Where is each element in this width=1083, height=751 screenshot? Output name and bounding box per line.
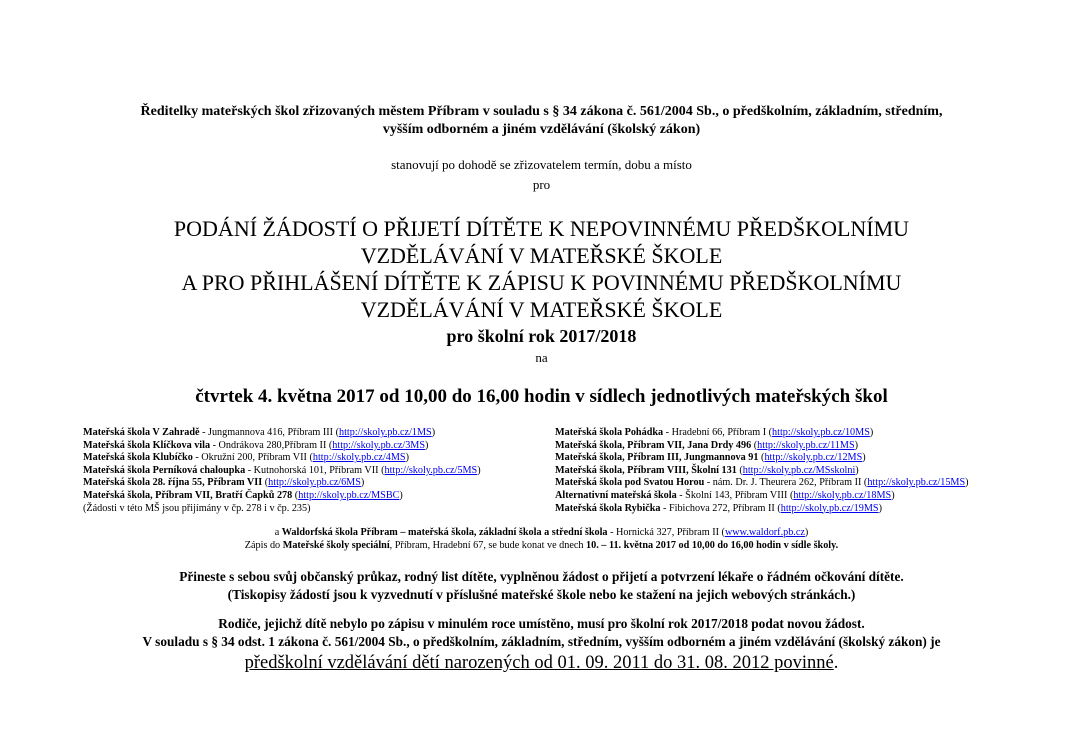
school-list-right <box>555 427 969 515</box>
school-link[interactable]: http://skoly.pb.cz/15MS <box>867 477 966 489</box>
school-item: Mateřská škola pod Svatou Horou - nám. Dr. J. Theurera 262, Příbram II (http://skoly.pb.cz/15MS) <box>555 477 969 489</box>
school-item: Mateřská škola Pohádka - Hradební 66, Příbram I (http://skoly.pb.cz/10MS) <box>555 427 874 438</box>
school-item: Mateřská škola, Příbram III, Jungmannova 91 (http://skoly.pb.cz/12MS) <box>555 452 866 464</box>
school-list-left <box>83 427 481 515</box>
school-name: Mateřská škola Pohádka <box>555 427 664 438</box>
special-school-line: Zápis do Mateřské školy speciální, Příbram, Hradební 67, se bude konat ve dnech 10. – 11. května 2017 od 10,00 do 16,00 hodin v sídle školy. <box>244 540 839 551</box>
school-year: pro školní rok 2017/2018 <box>446 326 637 346</box>
intro-line-1: Ředitelky mateřských škol zřizovaných městem Příbram v souladu s § 34 zákona č. 561/2004 Sb., o předškolním, základním, středním, <box>140 104 943 119</box>
bring-documents-note <box>0 568 1083 604</box>
school-note: (Žádosti v této MŠ jsou přijímány v čp. 278 i v čp. 235) <box>83 502 311 514</box>
school-link[interactable]: http://skoly.pb.cz/MSskolni <box>742 464 856 476</box>
waldorf-link[interactable]: www.waldorf.pb.cz <box>724 527 805 538</box>
school-link[interactable]: http://skoly.pb.cz/10MS <box>772 427 870 438</box>
school-name: Mateřská škola Klíčkova vila <box>83 439 211 451</box>
stanovuji-text: stanovují po dohodě se zřizovatelem termín, dobu a místo <box>391 157 692 172</box>
school-link[interactable]: http://skoly.pb.cz/5MS <box>384 464 478 476</box>
school-link[interactable]: http://skoly.pb.cz/19MS <box>780 502 879 514</box>
school-address: ( <box>292 489 299 501</box>
school-name: Alternativní mateřská škola <box>555 489 677 501</box>
main-heading <box>0 215 1083 323</box>
school-item: Mateřská škola Klíčkova vila - Ondrákova 280,Příbram II (http://skoly.pb.cz/3MS) <box>83 439 429 451</box>
intro-line-2: vyšším odborném a jiném vzdělávání (školský zákon) <box>382 122 701 137</box>
heading-line-4: VZDĚLÁVÁNÍ V MATEŘSKÉ ŠKOLE <box>360 297 723 322</box>
pro-text: pro <box>532 177 551 192</box>
school-address: ( <box>736 464 743 476</box>
school-address: - nám. Dr. J. Theurera 262, Příbram II ( <box>704 477 868 489</box>
school-name: Mateřská škola pod Svatou Horou <box>555 477 705 489</box>
intro-text <box>0 103 1083 139</box>
school-name: Mateřská škola 28. října 55, Příbram VII <box>83 477 263 489</box>
heading-line-3: A PRO PŘIHLÁŠENÍ DÍTĚTE K ZÁPISU K POVINNÉMU PŘEDŠKOLNÍMU <box>181 270 902 295</box>
school-address: - Školní 143, Příbram VIII ( <box>676 489 794 501</box>
school-link[interactable]: http://skoly.pb.cz/12MS <box>764 452 863 464</box>
school-link[interactable]: http://skoly.pb.cz/6MS <box>268 477 361 489</box>
school-item: Mateřská škola 28. října 55, Příbram VII (http://skoly.pb.cz/6MS) <box>83 477 365 489</box>
school-item: Mateřská škola, Příbram VII, Jana Drdy 496 (http://skoly.pb.cz/11MS) <box>555 439 859 451</box>
mandatory-statement: předškolní vzdělávání dětí narozených od 01. 09. 2011 do 31. 08. 2012 povinné. <box>244 653 839 673</box>
school-item: Mateřská škola, Příbram VIII, Školní 131 (http://skoly.pb.cz/MSskolni) <box>555 464 859 476</box>
bring-line-2: (Tiskopisy žádostí jsou k vyzvednutí v příslušné mateřské škole nebo ke stažení na jejich webových stránkách.) <box>227 587 856 602</box>
waldorf-line: a Waldorfská škola Příbram – mateřská škola, základní škola a střední škola - Hornická 327, Příbram II (www.waldorf.pb.cz) <box>274 527 809 538</box>
heading-line-2: VZDĚLÁVÁNÍ V MATEŘSKÉ ŠKOLE <box>360 243 723 268</box>
school-link[interactable]: http://skoly.pb.cz/1MS <box>339 427 432 438</box>
school-address: ( <box>751 439 758 451</box>
school-address: - Fibichova 272, Příbram II ( <box>660 502 781 514</box>
date-line: čtvrtek 4. května 2017 od 10,00 do 16,00 hodin v sídlech jednotlivých mateřských škol <box>195 386 888 407</box>
school-item: Alternativní mateřská škola - Školní 143, Příbram VIII (http://skoly.pb.cz/18MS) <box>555 489 895 501</box>
parents-line-2: V souladu s § 34 odst. 1 zákona č. 561/2004 Sb., o předškolním, základním, středním, vyšším odborném a jiném vzdělávání (školský zákon) je <box>142 634 941 649</box>
school-item: Mateřská škola Rybička - Fibichova 272, Příbram II (http://skoly.pb.cz/19MS) <box>555 502 882 514</box>
parents-line-1: Rodiče, jejichž dítě nebylo po zápisu v minulém roce umístěno, musí pro školní rok 2017/2018 podat novou žádost. <box>218 616 865 631</box>
school-address: ( <box>262 477 269 489</box>
school-name: Mateřská škola, Příbram VII, Bratří Čapků 278 <box>83 489 293 501</box>
parents-note <box>0 615 1083 651</box>
na-text: na <box>535 350 548 365</box>
school-item: Mateřská škola, Příbram VII, Bratří Čapků 278 (http://skoly.pb.cz/MSBC) <box>83 489 403 501</box>
school-item: Mateřská škola Klubíčko - Okružní 200, Příbram VII (http://skoly.pb.cz/4MS) <box>83 452 410 464</box>
school-link[interactable]: http://skoly.pb.cz/4MS <box>312 452 406 464</box>
school-name: Mateřská škola Rybička <box>555 502 661 514</box>
school-name: Mateřská škola, Příbram III, Jungmannova 91 <box>555 452 759 464</box>
waldorf-name: Waldorfská škola Příbram – mateřská škola, základní škola a střední škola <box>281 527 608 538</box>
school-link[interactable]: http://skoly.pb.cz/11MS <box>757 439 855 451</box>
heading-line-1: PODÁNÍ ŽÁDOSTÍ O PŘIJETÍ DÍTĚTE K NEPOVINNÉMU PŘEDŠKOLNÍMU <box>173 216 910 241</box>
school-name: Mateřská škola, Příbram VII, Jana Drdy 496 <box>555 439 752 451</box>
school-address: ( <box>758 452 765 464</box>
school-link[interactable]: http://skoly.pb.cz/MSBC <box>298 489 400 501</box>
school-name: Mateřská škola Klubíčko <box>83 452 193 464</box>
school-address: - Kutnohorská 101, Příbram VII ( <box>245 464 385 476</box>
school-name: Mateřská škola Perníková chaloupka <box>83 464 246 476</box>
school-address: - Ondrákova 280,Příbram II ( <box>210 439 333 451</box>
school-link[interactable]: http://skoly.pb.cz/18MS <box>793 489 892 501</box>
school-item: Mateřská škola Perníková chaloupka - Kutnohorská 101, Příbram VII (http://skoly.pb.cz/5MS) <box>83 464 481 476</box>
school-link[interactable]: http://skoly.pb.cz/3MS <box>332 439 426 451</box>
school-name: Mateřská škola, Příbram VIII, Školní 131 <box>555 464 737 476</box>
bring-line-1: Přineste s sebou svůj občanský průkaz, rodný list dítěte, vyplněnou žádost o přijetí a potvrzení lékaře o řádném očkování dítěte. <box>179 569 904 584</box>
school-name: Mateřská škola V Zahradě <box>83 427 200 438</box>
school-address: - Hradební 66, Příbram I ( <box>663 427 773 438</box>
school-address: - Jungmannova 416, Příbram III ( <box>199 427 339 438</box>
school-item: Mateřská škola V Zahradě - Jungmannova 416, Příbram III (http://skoly.pb.cz/1MS) <box>83 427 436 438</box>
school-address: - Okružní 200, Příbram VII ( <box>192 452 313 464</box>
mandatory-text: předškolní vzdělávání dětí narozených od 01. 09. 2011 do 31. 08. 2012 povinné <box>244 653 834 673</box>
